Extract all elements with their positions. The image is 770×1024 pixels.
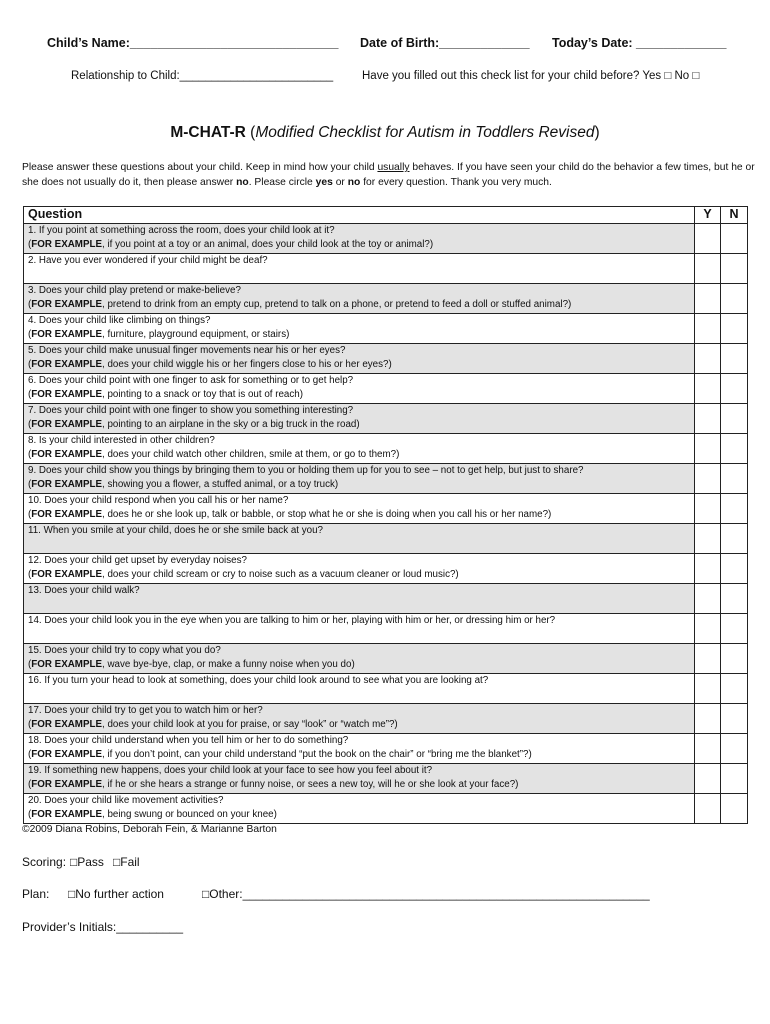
- plan-label: Plan:: [22, 887, 50, 901]
- question-example: [28, 238, 690, 252]
- example-paren: (: [28, 449, 32, 460]
- example-text: , does your child watch other children, smile at them, or go to them?): [102, 449, 400, 460]
- question-text: 2. Have you ever wondered if your child might be deaf?: [28, 255, 268, 266]
- table-row: [24, 614, 748, 644]
- table-row: [24, 494, 748, 524]
- example-label: FOR EXAMPLE: [31, 389, 103, 400]
- example-label: FOR EXAMPLE: [31, 569, 103, 580]
- example-label: FOR EXAMPLE: [31, 239, 103, 250]
- question-text: 13. Does your child walk?: [28, 585, 140, 596]
- question-example: [28, 388, 690, 402]
- child-name-field[interactable]: Child’s Name:______________________________: [47, 36, 339, 50]
- filled-before-question[interactable]: Have you filled out this check list for your child before? Yes □ No □: [362, 70, 700, 82]
- example-text: , furniture, playground equipment, or stairs): [102, 329, 290, 340]
- table-row: [24, 224, 748, 254]
- answer-yes-cell[interactable]: [695, 374, 721, 404]
- form-title: [0, 124, 770, 142]
- answer-yes-cell[interactable]: [695, 314, 721, 344]
- intro-text: behaves. If you have seen your child do the behavior a few times, but he or she does not usually do it, then please answer: [22, 162, 755, 188]
- scoring-fail-checkbox[interactable]: □Fail: [113, 855, 140, 869]
- answer-no-cell[interactable]: [721, 764, 748, 794]
- example-text: , does your child wiggle his or her fingers close to his or her eyes?): [102, 359, 392, 370]
- relationship-field[interactable]: Relationship to Child:________________________: [71, 70, 334, 82]
- answer-no-cell[interactable]: [721, 374, 748, 404]
- question-example: [28, 778, 690, 792]
- intro-no: no: [236, 177, 249, 188]
- example-text: , if you point at a toy or an animal, does your child look at the toy or animal?): [102, 239, 434, 250]
- answer-no-cell[interactable]: [721, 554, 748, 584]
- question-cell: [24, 554, 695, 584]
- intro-yes: yes: [315, 177, 333, 188]
- answer-yes-cell[interactable]: [695, 344, 721, 374]
- question-example: [28, 658, 690, 672]
- table-row: [24, 734, 748, 764]
- question-example: [28, 358, 690, 372]
- example-paren: (: [28, 659, 32, 670]
- question-cell: [24, 464, 695, 494]
- table-row: [24, 554, 748, 584]
- answer-no-cell[interactable]: [721, 704, 748, 734]
- answer-yes-cell[interactable]: [695, 464, 721, 494]
- question-example: [28, 718, 690, 732]
- table-row: [24, 314, 748, 344]
- answer-no-cell[interactable]: [721, 464, 748, 494]
- intro-text: for every question. Thank you very much.: [360, 177, 552, 188]
- answer-no-cell[interactable]: [721, 224, 748, 254]
- answer-yes-cell[interactable]: [695, 794, 721, 824]
- table-row: [24, 704, 748, 734]
- example-paren: (: [28, 479, 32, 490]
- example-paren: (: [28, 419, 32, 430]
- provider-initials-field[interactable]: Provider’s Initials:__________: [22, 920, 183, 934]
- question-example: [28, 508, 690, 522]
- question-cell: [24, 674, 695, 704]
- answer-yes-cell[interactable]: [695, 524, 721, 554]
- example-paren: (: [28, 779, 32, 790]
- todays-date-field[interactable]: Today’s Date: _____________: [552, 36, 727, 50]
- title-close-paren: ): [594, 124, 600, 141]
- title-main: M-CHAT-R: [170, 124, 246, 141]
- answer-yes-cell[interactable]: [695, 284, 721, 314]
- answer-no-cell[interactable]: [721, 734, 748, 764]
- example-paren: (: [28, 329, 32, 340]
- table-row: [24, 764, 748, 794]
- answer-no-cell[interactable]: [721, 404, 748, 434]
- example-label: FOR EXAMPLE: [31, 809, 103, 820]
- table-row: [24, 374, 748, 404]
- question-cell: [24, 404, 695, 434]
- example-text: , pointing to an airplane in the sky or a big truck in the road): [102, 419, 360, 430]
- question-cell: [24, 644, 695, 674]
- example-paren: (: [28, 749, 32, 760]
- example-paren: (: [28, 569, 32, 580]
- example-label: FOR EXAMPLE: [31, 749, 103, 760]
- answer-no-cell[interactable]: [721, 284, 748, 314]
- example-label: FOR EXAMPLE: [31, 779, 103, 790]
- title-open-paren: (: [245, 124, 256, 141]
- question-text: 11. When you smile at your child, does he or she smile back at you?: [28, 525, 323, 536]
- question-cell: [24, 314, 695, 344]
- question-cell: [24, 734, 695, 764]
- table-row: [24, 464, 748, 494]
- example-paren: (: [28, 299, 32, 310]
- example-text: , showing you a flower, a stuffed animal, or a toy truck): [102, 479, 339, 490]
- answer-no-cell[interactable]: [721, 674, 748, 704]
- answer-yes-cell[interactable]: [695, 494, 721, 524]
- intro-text: . Please circle: [248, 177, 316, 188]
- answer-no-cell[interactable]: [721, 434, 748, 464]
- question-text: 4. Does your child like climbing on things?: [28, 315, 211, 326]
- answer-no-cell[interactable]: [721, 254, 748, 284]
- table-row: [24, 794, 748, 824]
- yes-column-header: Y: [695, 207, 721, 224]
- answer-yes-cell[interactable]: [695, 254, 721, 284]
- question-example: [28, 748, 690, 762]
- table-row: [24, 434, 748, 464]
- example-text: , if he or she hears a strange or funny noise, or sees a new toy, will he or she look at your face?): [102, 779, 519, 790]
- question-text: 16. If you turn your head to look at something, does your child look around to see what you are looking at?: [28, 675, 489, 686]
- example-text: , does he or she look up, talk or babble, or stop what he or she is doing when you call his or her name?): [102, 509, 552, 520]
- answer-no-cell[interactable]: [721, 614, 748, 644]
- table-row: [24, 674, 748, 704]
- question-column-header: Question: [24, 207, 695, 224]
- answer-no-cell[interactable]: [721, 584, 748, 614]
- answer-no-cell[interactable]: [721, 794, 748, 824]
- question-cell: [24, 704, 695, 734]
- example-paren: (: [28, 389, 32, 400]
- example-label: FOR EXAMPLE: [31, 479, 103, 490]
- answer-yes-cell[interactable]: [695, 674, 721, 704]
- question-cell: [24, 344, 695, 374]
- question-cell: [24, 524, 695, 554]
- scoring-label: Scoring:: [22, 855, 67, 869]
- answer-no-cell[interactable]: [721, 314, 748, 344]
- question-cell: [24, 254, 695, 284]
- example-text: , pointing to a snack or toy that is out of reach): [102, 389, 303, 400]
- question-text: 14. Does your child look you in the eye when you are talking to him or her, playing with him or her, or dressing him or her?: [28, 615, 556, 626]
- question-cell: [24, 614, 695, 644]
- question-example: [28, 808, 690, 822]
- question-example: [28, 478, 690, 492]
- answer-yes-cell[interactable]: [695, 644, 721, 674]
- instructions-paragraph: [22, 160, 762, 190]
- example-paren: (: [28, 359, 32, 370]
- question-cell: [24, 764, 695, 794]
- question-text: 19. If something new happens, does your child look at your face to see how you feel about it?: [28, 765, 433, 776]
- question-text: 10. Does your child respond when you call his or her name?: [28, 495, 289, 506]
- question-text: 9. Does your child show you things by bringing them to you or holding them up for you to see – not to get help, but just to share?: [28, 465, 584, 476]
- table-row: [24, 254, 748, 284]
- table-row: [24, 584, 748, 614]
- question-text: 5. Does your child make unusual finger movements near his or her eyes?: [28, 345, 346, 356]
- example-label: FOR EXAMPLE: [31, 449, 103, 460]
- example-paren: (: [28, 809, 32, 820]
- answer-yes-cell[interactable]: [695, 584, 721, 614]
- table-row: [24, 524, 748, 554]
- scoring-pass-checkbox[interactable]: □Pass: [70, 855, 104, 869]
- answer-yes-cell[interactable]: [695, 734, 721, 764]
- question-text: 20. Does your child like movement activities?: [28, 795, 224, 806]
- example-text: , does your child scream or cry to noise such as a vacuum cleaner or loud music?): [102, 569, 459, 580]
- question-text: 12. Does your child get upset by everyday noises?: [28, 555, 247, 566]
- question-text: 18. Does your child understand when you tell him or her to do something?: [28, 735, 349, 746]
- example-label: FOR EXAMPLE: [31, 419, 103, 430]
- answer-no-cell[interactable]: [721, 524, 748, 554]
- answer-yes-cell[interactable]: [695, 224, 721, 254]
- answer-no-cell[interactable]: [721, 494, 748, 524]
- example-label: FOR EXAMPLE: [31, 509, 103, 520]
- question-text: 6. Does your child point with one finger to ask for something or to get help?: [28, 375, 354, 386]
- question-cell: [24, 224, 695, 254]
- date-of-birth-field[interactable]: Date of Birth:_____________: [360, 36, 530, 50]
- question-cell: [24, 284, 695, 314]
- example-paren: (: [28, 719, 32, 730]
- question-text: 3. Does your child play pretend or make-believe?: [28, 285, 241, 296]
- intro-usually: usually: [377, 162, 410, 173]
- answer-yes-cell[interactable]: [695, 704, 721, 734]
- question-example: [28, 448, 690, 462]
- answer-yes-cell[interactable]: [695, 554, 721, 584]
- example-label: FOR EXAMPLE: [31, 299, 103, 310]
- copyright-notice: ©2009 Diana Robins, Deborah Fein, & Marianne Barton: [22, 824, 277, 835]
- example-text: , being swung or bounced on your knee): [102, 809, 277, 820]
- example-text: , pretend to drink from an empty cup, pretend to talk on a phone, or pretend to feed a doll or stuffed animal?): [102, 299, 572, 310]
- no-column-header: N: [721, 207, 748, 224]
- question-text: 1. If you point at something across the room, does your child look at it?: [28, 225, 335, 236]
- question-cell: [24, 494, 695, 524]
- table-row: [24, 284, 748, 314]
- question-cell: [24, 374, 695, 404]
- answer-yes-cell[interactable]: [695, 614, 721, 644]
- table-row: [24, 644, 748, 674]
- question-text: 8. Is your child interested in other children?: [28, 435, 215, 446]
- example-paren: (: [28, 239, 32, 250]
- answer-yes-cell[interactable]: [695, 404, 721, 434]
- example-label: FOR EXAMPLE: [31, 719, 103, 730]
- question-example: [28, 568, 690, 582]
- answer-no-cell[interactable]: [721, 344, 748, 374]
- example-paren: (: [28, 509, 32, 520]
- question-cell: [24, 584, 695, 614]
- question-example: [28, 298, 690, 312]
- question-example: [28, 418, 690, 432]
- intro-text: or: [332, 177, 348, 188]
- question-example: [28, 328, 690, 342]
- answer-yes-cell[interactable]: [695, 764, 721, 794]
- example-label: FOR EXAMPLE: [31, 659, 103, 670]
- answer-yes-cell[interactable]: [695, 434, 721, 464]
- table-row: [24, 344, 748, 374]
- example-text: , if you don’t point, can your child understand “put the book on the chair” or “bring me the blanket”?): [102, 749, 532, 760]
- answer-no-cell[interactable]: [721, 644, 748, 674]
- example-label: FOR EXAMPLE: [31, 359, 103, 370]
- table-row: [24, 404, 748, 434]
- question-text: 7. Does your child point with one finger to show you something interesting?: [28, 405, 354, 416]
- question-cell: [24, 794, 695, 824]
- example-text: , does your child look at you for praise, or say “look” or “watch me”?): [102, 719, 398, 730]
- intro-no: no: [347, 177, 361, 188]
- question-text: 17. Does your child try to get you to watch him or her?: [28, 705, 263, 716]
- question-text: 15. Does your child try to copy what you do?: [28, 645, 221, 656]
- plan-other-field[interactable]: □Other:_____________________________________________________________: [202, 887, 650, 901]
- title-subtitle: Modified Checklist for Autism in Toddlers Revised: [255, 124, 595, 141]
- plan-no-further-action-checkbox[interactable]: □No further action: [68, 887, 164, 901]
- questions-table: [23, 206, 748, 824]
- question-cell: [24, 434, 695, 464]
- table-header-row: [24, 207, 748, 224]
- intro-text: Please answer these questions about your child. Keep in mind how your child: [22, 162, 378, 173]
- example-label: FOR EXAMPLE: [31, 329, 103, 340]
- example-text: , wave bye-bye, clap, or make a funny noise when you do): [102, 659, 355, 670]
